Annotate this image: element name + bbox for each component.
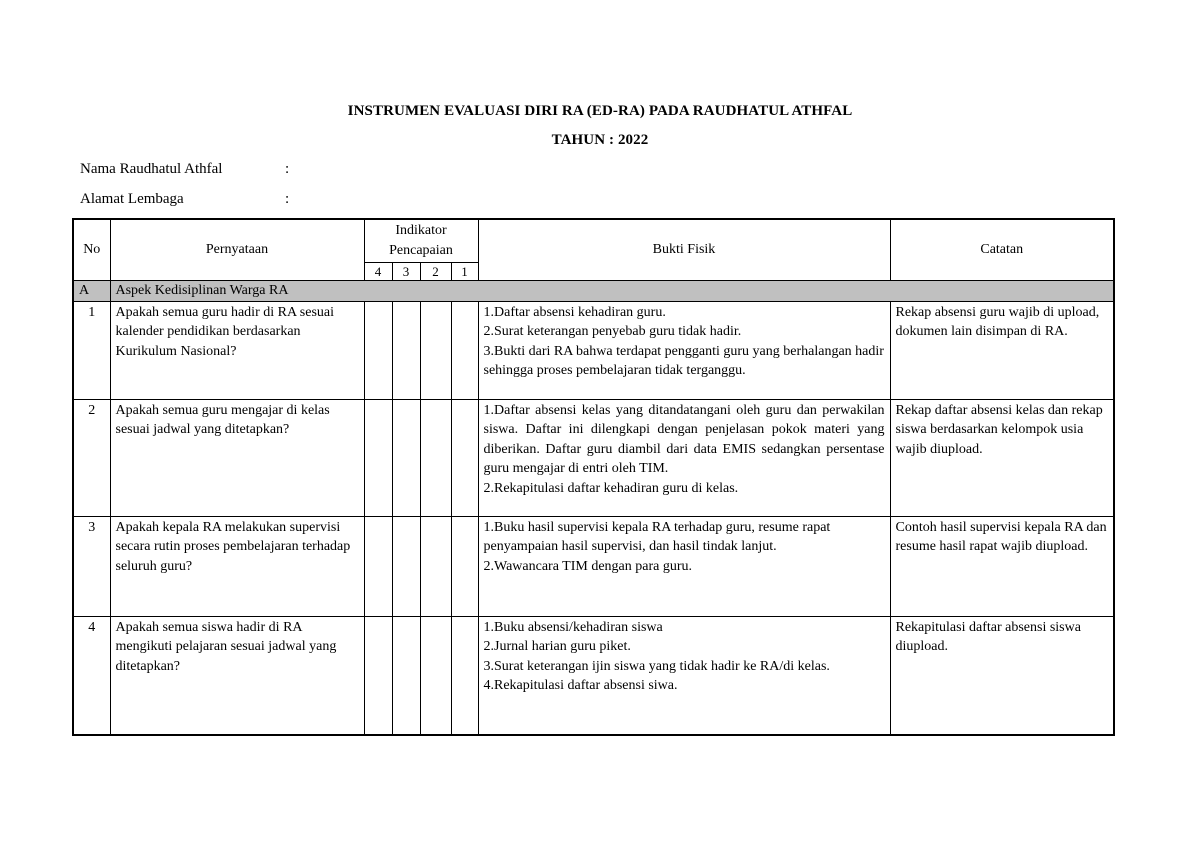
header-no: No — [73, 219, 110, 280]
row-statement: Apakah semua guru hadir di RA sesuai kalender pendidikan berdasarkan Kurikulum Nasional? — [110, 301, 364, 399]
header-indicator — [364, 219, 478, 262]
score-cell-4[interactable] — [364, 301, 392, 399]
table-row — [73, 616, 1114, 735]
header-score-3: 3 — [392, 262, 420, 280]
header-statement: Pernyataan — [110, 219, 364, 280]
row-statement: Apakah semua guru mengajar di kelas sesuai jadwal yang ditetapkan? — [110, 399, 364, 516]
field-label: Alamat Lembaga — [80, 191, 184, 207]
evidence-item: 2.Wawancara TIM dengan para guru. — [483, 558, 693, 574]
evidence-item: 1.Daftar absensi kelas yang ditandatangani oleh guru dan perwakilan siswa. Daftar ini dilengkapi dengan penjelasan pokok materi yang diberikan. Daftar guru diambil dari data EMIS sedangkan persentase guru mengajar di entri oleh TIM. — [483, 402, 885, 476]
evidence-item: 3.Surat keterangan ijin siswa yang tidak hadir ke RA/di kelas. — [483, 658, 830, 674]
field-label: Nama Raudhatul Athfal — [80, 161, 223, 177]
table-row — [73, 301, 1114, 399]
field-nama-ra — [80, 161, 289, 178]
score-cell-4[interactable] — [364, 516, 392, 616]
row-statement: Apakah kepala RA melakukan supervisi secara rutin proses pembelajaran terhadap seluruh guru? — [110, 516, 364, 616]
score-cell-3[interactable] — [392, 516, 420, 616]
score-cell-2[interactable] — [420, 301, 451, 399]
row-notes: Rekap daftar absensi kelas dan rekap siswa berdasarkan kelompok usia wajib diupload. — [890, 399, 1114, 516]
score-cell-2[interactable] — [420, 399, 451, 516]
aspect-row — [73, 280, 1114, 301]
row-statement: Apakah semua siswa hadir di RA mengikuti pelajaran sesuai jadwal yang ditetapkan? — [110, 616, 364, 735]
score-cell-1[interactable] — [451, 399, 478, 516]
field-colon: : — [285, 161, 290, 177]
table-row — [73, 399, 1114, 516]
row-evidence — [478, 301, 890, 399]
row-evidence — [478, 616, 890, 735]
aspect-label: Aspek Kedisiplinan Warga RA — [110, 280, 1114, 301]
score-cell-1[interactable] — [451, 301, 478, 399]
score-cell-3[interactable] — [392, 616, 420, 735]
header-notes: Catatan — [890, 219, 1114, 280]
header-score-2: 2 — [420, 262, 451, 280]
evidence-item: 3.Bukti dari RA bahwa terdapat pengganti guru yang berhalangan hadir sehingga proses pembelajaran tidak terganggu. — [483, 343, 884, 378]
header-evidence: Bukti Fisik — [478, 219, 890, 280]
row-evidence — [478, 399, 890, 516]
field-colon: : — [285, 191, 290, 207]
evidence-item: 2.Rekapitulasi daftar kehadiran guru di kelas. — [483, 480, 739, 496]
evidence-item: 1.Buku hasil supervisi kepala RA terhadap guru, resume rapat penyampaian hasil supervisi, dan hasil tindak lanjut. — [483, 519, 831, 554]
evidence-item: 4.Rekapitulasi daftar absensi siwa. — [483, 678, 678, 693]
header-score-1: 1 — [451, 262, 478, 280]
score-cell-3[interactable] — [392, 301, 420, 399]
evidence-item: 2.Jurnal harian guru piket. — [483, 639, 631, 654]
header-indicator-line1: Indikator — [395, 222, 447, 238]
field-alamat-lembaga — [80, 191, 289, 208]
score-cell-4[interactable] — [364, 616, 392, 735]
row-number: 2 — [73, 399, 110, 516]
evidence-item: 2.Surat keterangan penyebab guru tidak hadir. — [483, 324, 742, 339]
row-number: 1 — [73, 301, 110, 399]
row-evidence — [478, 516, 890, 616]
aspect-code: A — [73, 280, 110, 301]
document-year: TAHUN : 2022 — [551, 132, 649, 148]
score-cell-2[interactable] — [420, 616, 451, 735]
header-indicator-line2: Pencapaian — [389, 242, 453, 258]
row-notes: Rekap absensi guru wajib di upload, dokumen lain disimpan di RA. — [890, 301, 1114, 399]
row-number: 3 — [73, 516, 110, 616]
score-cell-4[interactable] — [364, 399, 392, 516]
document-title: INSTRUMEN EVALUASI DIRI RA (ED-RA) PADA RAUDHATUL ATHFAL — [347, 103, 853, 119]
score-cell-3[interactable] — [392, 399, 420, 516]
evidence-item: 1.Buku absensi/kehadiran siswa — [483, 619, 663, 635]
evaluation-table — [72, 218, 1115, 736]
score-cell-1[interactable] — [451, 516, 478, 616]
header-score-4: 4 — [364, 262, 392, 280]
row-number: 4 — [73, 616, 110, 735]
evidence-item: 1.Daftar absensi kehadiran guru. — [483, 304, 666, 320]
score-cell-1[interactable] — [451, 616, 478, 735]
row-notes: Rekapitulasi daftar absensi siswa diupload. — [890, 616, 1114, 735]
score-cell-2[interactable] — [420, 516, 451, 616]
table-row — [73, 516, 1114, 616]
row-notes: Contoh hasil supervisi kepala RA dan resume hasil rapat wajib diupload. — [890, 516, 1114, 616]
